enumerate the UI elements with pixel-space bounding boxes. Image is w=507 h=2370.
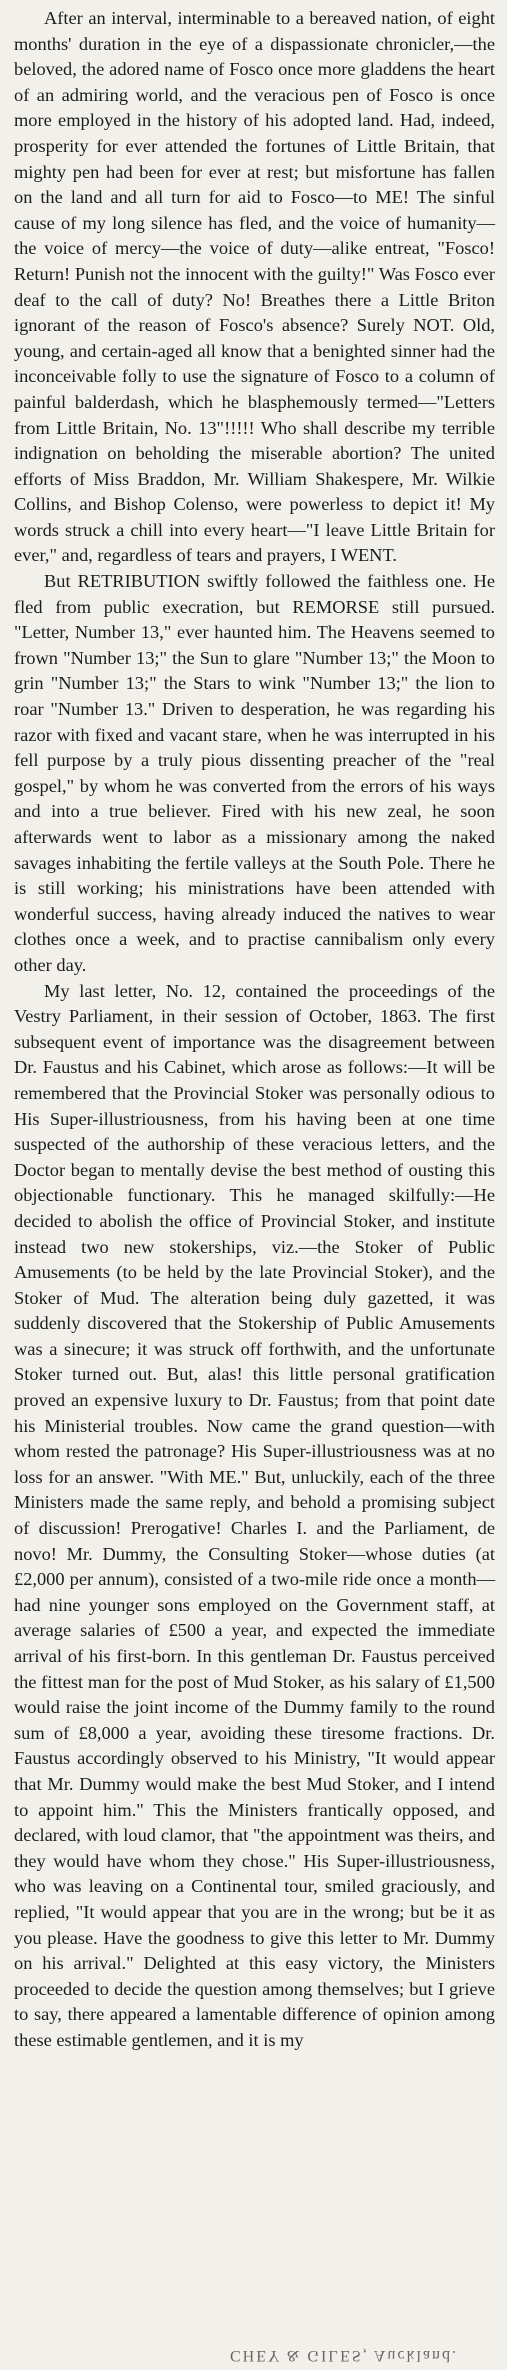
paragraph-introduction: After an interval, interminable to a bereaved nation, of eight months' duration in the eye of a dispassionate chronicler,—the beloved, the adored name of Fosco once more gladdens the heart of an admiring world, and the veracious pen of Fosco is once more employed in the history of his adopted land. Had, indeed, prosperity for ever attended the fortunes of Little Britain, that mighty pen had been for ever at rest; but misfortune has fallen on the land and all turn for aid to Fosco—to ME! The sinful cause of my long silence has fled, and the voice of humanity—the voice of mercy—the voice of duty—alike entreat, "Fosco! Return! Punish not the innocent with the guilty!" Was Fosco ever deaf to the call of duty? No! Breathes there a Little Briton ignorant of the reason of Fosco's absence? Surely NOT. Old, young, and certain-aged all know that a benighted sinner had the inconceivable folly to use the signature of Fosco to a column of painful balderdash, which he blasphemously termed—"Letters from Little Britain, No. 13"!!!!! Who shall describe my terrible indignation on beholding the miserable abortion? The united efforts of Miss Braddon, Mr. William Shakespere, Mr. Wilkie Collins, and Bishop Colenso, were powerless to depict it! My words struck a chill into every heart—"I leave Little Britain for ever," and, regardless of tears and prayers, I WENT. <box>14 8 495 566</box>
paragraph-retribution: But RETRIBUTION swiftly followed the faithless one. He fled from public execration, but REMORSE still pursued. "Letter, Number 13," ever haunted him. The Heavens seemed to frown "Number 13;" the Sun to glare "Number 13;" the Moon to grin "Number 13;" the Stars to wink "Number 13;" the lion to roar "Number 13." Driven to desperation, he was regarding his razor with fixed and vacant stare, when he was interrupted in his fell purpose by a truly pious dissenting preacher of the "real gospel," by whom he was converted from the errors of his ways and into a true believer. Fired with his new zeal, he soon afterwards went to labor as a missionary among the naked savages inhabiting the fertile valleys at the South Pole. There he is still working; his ministrations have been attended with wonderful success, having already induced the natives to wear clothes once a week, and to practise cannibalism only every other day. <box>14 571 495 975</box>
article-column <box>14 6 495 2054</box>
paragraph-vestry-parliament: My last letter, No. 12, contained the proceedings of the Vestry Parliament, in their session of October, 1863. The first subsequent event of importance was the disagreement between Dr. Faustus and his Cabinet, which arose as follows:—It will be remembered that the Provincial Stoker was personally odious to His Super-illustriousness, from his having been at one time suspected of the authorship of these veracious letters, and the Doctor began to mentally devise the best method of ousting this objectionable functionary. This he managed skilfully:—He decided to abolish the office of Provincial Stoker, and institute instead two new stokerships, viz.—the Stoker of Public Amusements (to be held by the late Provincial Stoker), and the Stoker of Mud. The alteration being duly gazetted, it was suddenly discovered that the Stokership of Public Amusements was a sinecure; it was struck off forthwith, and the unfortunate Stoker turned out. But, alas! this little personal gratification proved an expensive luxury to Dr. Faustus; from that point date his Ministerial troubles. Now came the grand question—with whom rested the patronage? His Super-illustriousness was at no loss for an answer. "With ME." But, unluckily, each of the three Ministers made the same reply, and behold a promising subject of discussion! Prerogative! Charles I. and the Parliament, de novo! Mr. Dummy, the Consulting Stoker—whose duties (at £2,000 per annum), consisted of a two-mile ride once a month—had nine younger sons employed on the Government staff, at average salaries of £500 a year, and expected the immediate arrival of his first-born. In this gentleman Dr. Faustus perceived the fittest man for the post of Mud Stoker, as his salary of £1,500 would raise the joint income of the Dummy family to the round sum of £8,000 a year, avoiding these tiresome fractions. Dr. Faustus accordingly observed to his Ministry, "It would appear that Mr. Dummy would make the best Mud Stoker, and I intend to appoint him." This the Ministers frantically opposed, and declared, with loud clamor, that "the appointment was theirs, and they would have whom they chose." His Super-illustriousness, who was leaving on a Continental tour, smiled graciously, and replied, "It would appear that you are in the wrong; but be it as you please. Have the goodness to give this letter to Mr. Dummy on his arrival." Delighted at this easy victory, the Ministers proceeded to decide the question among themselves; but I grieve to say, there appeared a lamentable difference of opinion among these estimable gentlemen, and it is my <box>14 980 495 2050</box>
bleed-through-imprint: CHEY & GILES, Auckland. <box>230 2347 459 2364</box>
